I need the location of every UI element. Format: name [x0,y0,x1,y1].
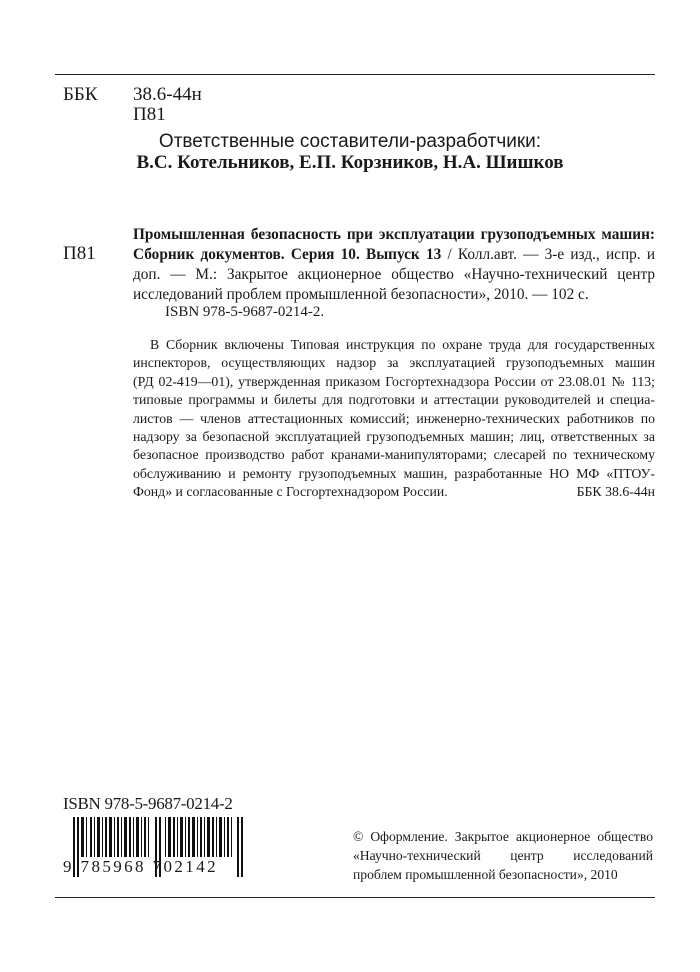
annotation-line: безопасное производство работ кранами-манипуляторами; слесарей по техническому [133,447,655,463]
barcode-digits: 9 785968 702142 [63,857,218,876]
bibliographic-record [133,225,655,305]
isbn-record: ISBN 978-5-9687-0214-2. [165,304,325,320]
barcode-isbn: ISBN 978-5-9687-0214-2 [63,794,233,813]
bottom-rule [55,897,655,898]
top-rule [55,74,655,75]
copyright [353,827,653,884]
copyright-line: проблем промышленной безопасности», 2010 [353,867,618,882]
annotation-line: (РД 02-419—01), утвержденная приказом Госгортехнадзора России от 23.08.01 № 113; [133,373,655,389]
annotation [133,336,655,502]
annotation-line: В Сборник включены Типовая инструкция по охране труда для государственных [150,337,655,352]
annotation-line: обслуживанию и ремонту грузоподъемных машин, разработанные НО МФ «ПТОУ- [133,465,655,481]
bib-authors: / Колл.авт. — 3-е изд., испр. и [447,246,656,263]
annotation-line: надзору за безопасной эксплуатацией грузоподъемных машин; лиц, ответственных за [133,429,655,445]
bib-line-4: исследований проблем промышленной безопасности», 2010. — 102 с. [133,286,589,303]
bibliographic-author-mark: П81 [63,243,96,264]
author-mark: П81 [133,104,166,125]
bbk-label: ББК [63,84,98,105]
annotation-bbk: ББК 38.6-44н [576,484,655,499]
responsible-title: Ответственные составители-разработчики: [158,131,542,152]
bib-line-3: доп. — М.: Закрытое акционерное общество «Научно-технический центр [133,266,655,283]
bib-line-2 [133,245,655,265]
copyright-line: «Научно-технический центр исследований [353,848,653,863]
annotation-line: инспекторов, осуществляющих надзор за эксплуатацией грузоподъемных машин [133,355,655,371]
bbk-code: 38.6-44н [133,84,202,105]
responsible-names: В.С. Котельников, Е.П. Корзников, Н.А. Шишков [136,152,564,173]
annotation-line: типовые программы и билеты для подготовки и аттестации руководителей и специа- [133,392,655,408]
annotation-line: Фонд» и согласованные с Госгортехнадзором России. [133,484,448,500]
copyright-line: © Оформление. Закрытое акционерное общество [353,829,653,844]
annotation-line: листов — членов аттестационных комиссий; инженерно-технических работников по [133,410,655,426]
bib-series-title: Сборник документов. Серия 10. Выпуск 13 [133,246,442,263]
bib-line-1: Промышленная безопасность при эксплуатации грузоподъемных машин: [133,226,655,243]
